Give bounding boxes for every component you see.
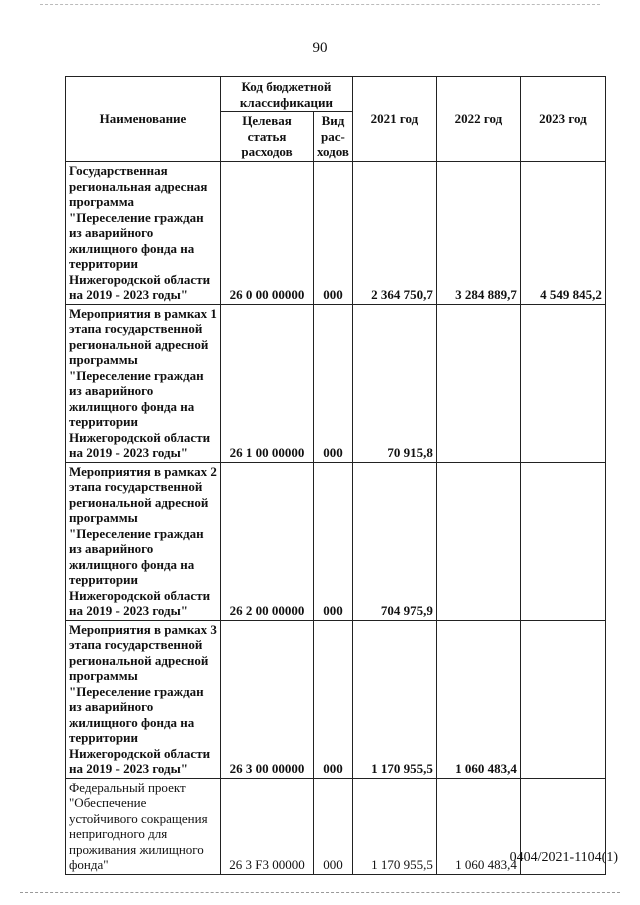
header-budget-code: Код бюджетной классификации [221, 77, 353, 112]
header-2022: 2022 год [436, 77, 520, 162]
header-2021: 2021 год [352, 77, 436, 162]
row-2021: 1 170 955,5 [352, 778, 436, 874]
row-expense-type: 000 [314, 304, 353, 462]
header-target-article: Целевая статья расходов [221, 112, 314, 162]
row-2022: 1 060 483,4 [436, 778, 520, 874]
row-name: Государственная региональная адресная программа "Переселение граждан из аварийного жилищного фонда на территории Нижегородской области на 2019 - 2023 годы" [66, 161, 221, 304]
row-expense-type: 000 [314, 462, 353, 620]
row-target-article: 26 3 F3 00000 [221, 778, 314, 874]
header-expense-type: Вид рас-ходов [314, 112, 353, 162]
row-name: Федеральный проект "Обеспечение устойчивого сокращения непригодного для проживания жилищного фонда" [66, 778, 221, 874]
row-2023 [520, 620, 605, 778]
scan-edge-top [40, 4, 600, 6]
table-row [66, 462, 606, 620]
row-2022: 3 284 889,7 [436, 161, 520, 304]
row-2021: 2 364 750,7 [352, 161, 436, 304]
document-code: 0404/2021-1104(1) [509, 850, 618, 865]
page-number: 90 [312, 40, 328, 56]
row-2023 [520, 304, 605, 462]
row-name: Мероприятия в рамках 2 этапа государственной региональной адресной программы "Переселение граждан из аварийного жилищного фонда на территории Нижегородской области на 2019 - 2023 годы" [66, 462, 221, 620]
row-target-article: 26 1 00 00000 [221, 304, 314, 462]
row-target-article: 26 3 00 00000 [221, 620, 314, 778]
row-expense-type: 000 [314, 620, 353, 778]
row-name: Мероприятия в рамках 3 этапа государственной региональной адресной программы "Переселение граждан из аварийного жилищного фонда на территории Нижегородской области на 2019 - 2023 годы" [66, 620, 221, 778]
budget-table [65, 76, 606, 875]
row-2022: 1 060 483,4 [436, 620, 520, 778]
header-name: Наименование [66, 77, 221, 162]
table-row [66, 620, 606, 778]
row-target-article: 26 0 00 00000 [221, 161, 314, 304]
header-2023: 2023 год [520, 77, 605, 162]
row-target-article: 26 2 00 00000 [221, 462, 314, 620]
row-2022 [436, 462, 520, 620]
row-expense-type: 000 [314, 778, 353, 874]
row-2022 [436, 304, 520, 462]
row-2021: 70 915,8 [352, 304, 436, 462]
row-2021: 704 975,9 [352, 462, 436, 620]
scan-edge-bottom [20, 892, 620, 894]
row-2021: 1 170 955,5 [352, 620, 436, 778]
row-2023: 4 549 845,2 [520, 161, 605, 304]
row-name: Мероприятия в рамках 1 этапа государственной региональной адресной программы "Переселение граждан из аварийного жилищного фонда на территории Нижегородской области на 2019 - 2023 годы" [66, 304, 221, 462]
table-row [66, 304, 606, 462]
row-2023 [520, 462, 605, 620]
table-row [66, 161, 606, 304]
row-expense-type: 000 [314, 161, 353, 304]
